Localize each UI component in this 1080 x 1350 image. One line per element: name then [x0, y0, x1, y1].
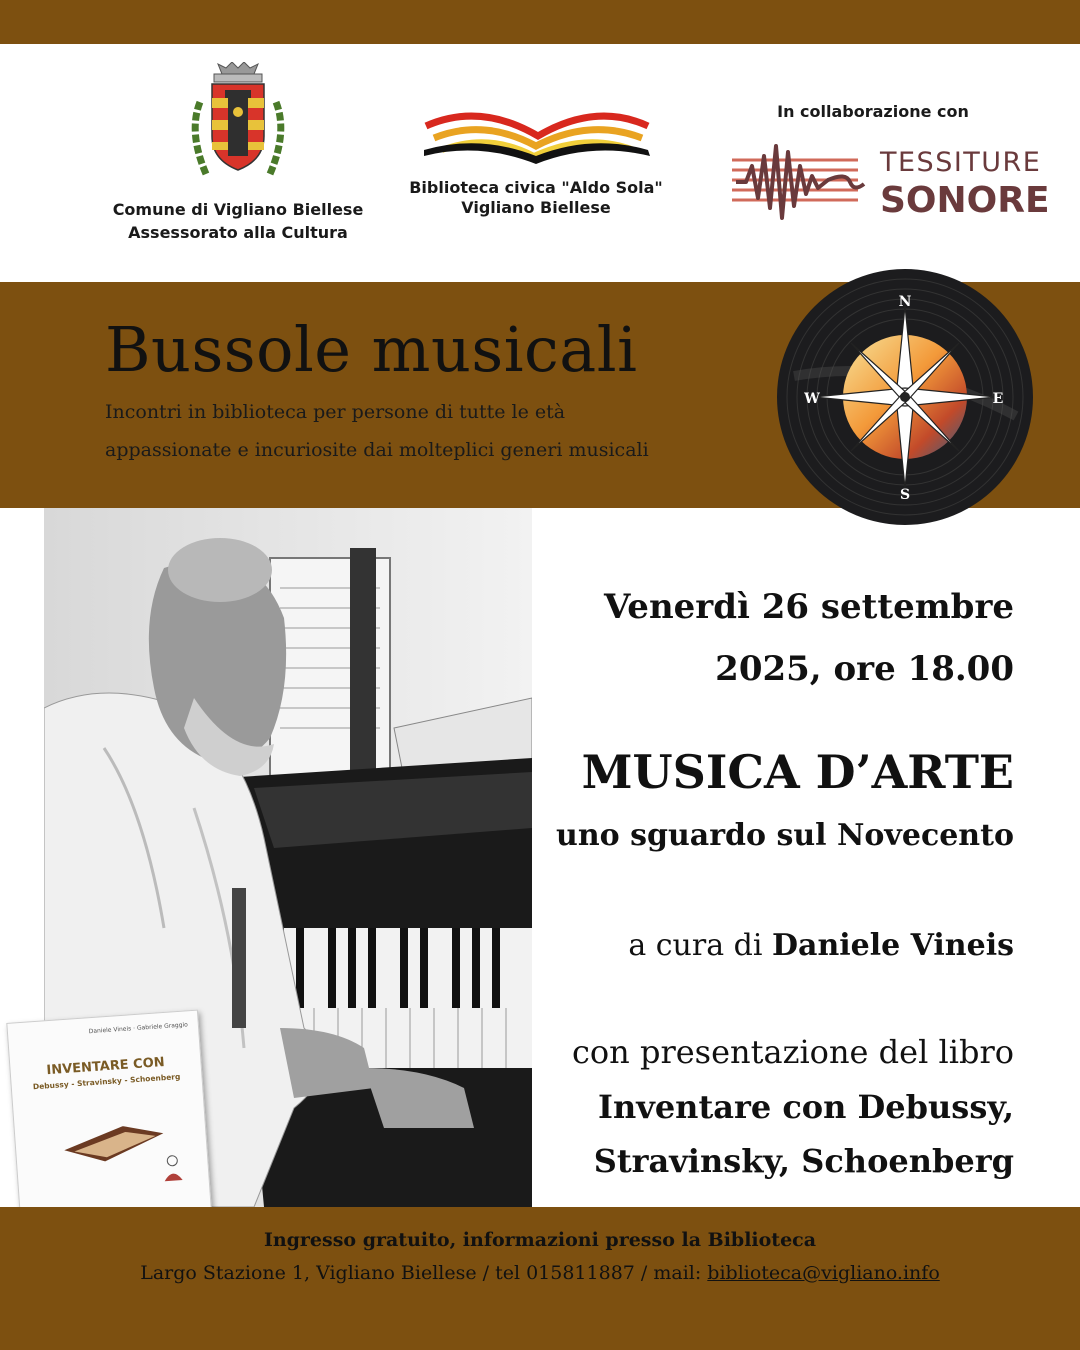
- partner-line2: SONORE: [880, 180, 1050, 221]
- book-cover-illustration-icon: [63, 1123, 166, 1170]
- partner-line1: TESSITURE: [880, 147, 1042, 178]
- footer-contacts: [0, 1259, 1080, 1287]
- collaboration-label: In collaborazione con: [777, 102, 969, 121]
- top-band: [0, 0, 1080, 44]
- book-title-line2: Stravinsky, Schoenberg: [593, 1142, 1014, 1180]
- footer-info: Ingresso gratuito, informazioni presso la Biblioteca: [263, 1229, 817, 1251]
- event-date-line2: 2025, ore 18.00: [715, 649, 1014, 689]
- footer-address: Largo Stazione 1, Vigliano Biellese / tel 015811887 / mail:: [140, 1262, 708, 1284]
- comune-caption: [90, 198, 386, 244]
- email-link[interactable]: biblioteca@vigliano.info: [707, 1262, 940, 1284]
- header: [0, 44, 1080, 282]
- coat-of-arms-icon: [186, 62, 290, 184]
- event-tagline: uno sguardo sul Novecento: [556, 818, 1014, 853]
- biblioteca-name: Biblioteca civica "Aldo Sola": [409, 178, 663, 197]
- biblioteca-town: Vigliano Biellese: [461, 198, 611, 217]
- book-cover-subtitle: Debussy - Stravinsky - Schoenberg: [32, 1071, 181, 1092]
- book-intro: con presentazione del libro: [571, 1033, 1014, 1071]
- compass-record-icon: [774, 266, 1036, 528]
- subtitle-line1: Incontri in biblioteca per persone di tutte le età: [105, 401, 566, 423]
- partner-wordmark: [880, 144, 1050, 221]
- compass-east-label: E: [992, 391, 1004, 407]
- curator-name: Daniele Vineis: [771, 928, 1014, 963]
- subtitle-line2: appassionate e incuriosite dai molteplici generi musicali: [105, 439, 649, 461]
- compass-north-label: N: [898, 294, 912, 310]
- event-headline: MUSICA D’ARTE: [581, 745, 1014, 799]
- assessorato-name: Assessorato alla Cultura: [128, 223, 348, 242]
- compass-west-label: W: [804, 391, 820, 407]
- biblioteca-caption: [408, 178, 664, 218]
- sound-wave-icon: [732, 136, 872, 228]
- curator-prefix: a cura di: [628, 928, 763, 963]
- event-date-line1: Venerdì 26 settembre: [604, 587, 1014, 627]
- compass-south-label: S: [899, 487, 911, 503]
- page-title: Bussole musicali: [105, 313, 638, 386]
- book-title-line1: Inventare con Debussy,: [597, 1088, 1014, 1126]
- comune-name: Comune di Vigliano Biellese: [112, 200, 364, 219]
- book-cover-title: INVENTARE CON: [46, 1055, 166, 1079]
- event-curator: [628, 924, 1014, 968]
- book-cover-authors: Daniele Vineis · Gabriele Graggio: [88, 1021, 189, 1036]
- book-cover-figure-icon: [157, 1152, 189, 1184]
